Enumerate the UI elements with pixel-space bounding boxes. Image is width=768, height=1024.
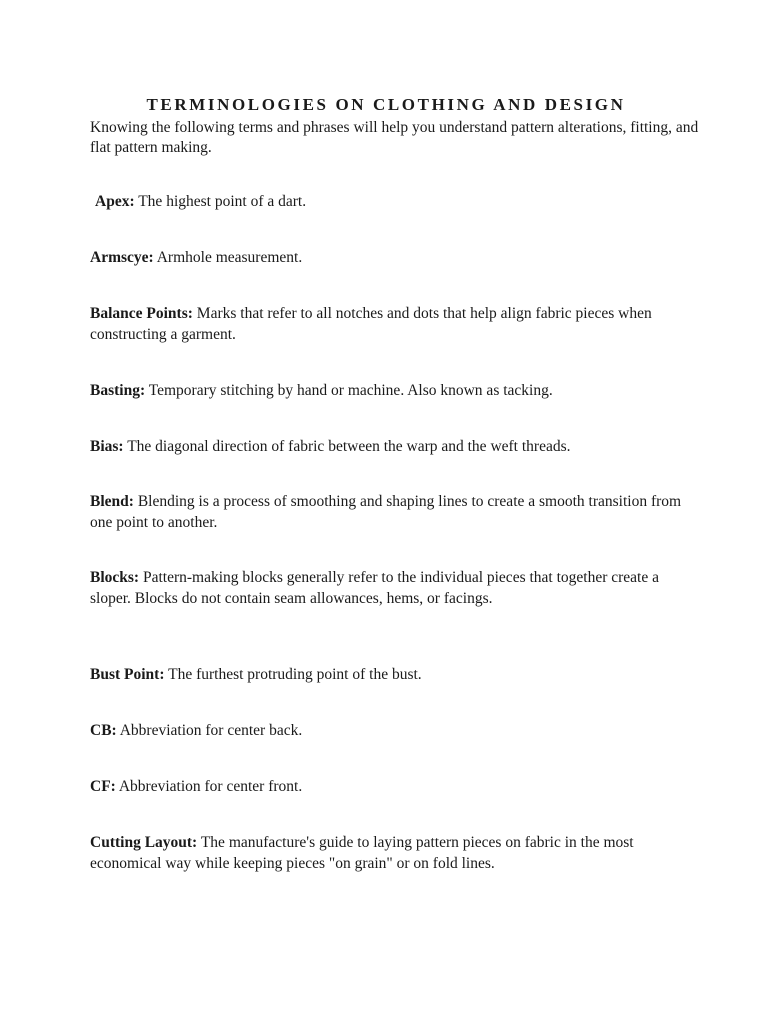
term-definition: The manufacture's guide to laying pattern pieces on fabric in the most economical way while keeping pieces "on grain" or on fold lines.	[90, 834, 634, 872]
term-entry-basting	[90, 381, 690, 402]
term-label: Blend:	[90, 493, 134, 510]
term-entry-cb	[90, 721, 690, 742]
term-label: Bust Point:	[90, 666, 165, 683]
term-definition: Blending is a process of smoothing and shaping lines to create a smooth transition from one point to another.	[90, 493, 682, 531]
term-label: Apex:	[95, 193, 135, 210]
term-label: Cutting Layout:	[90, 834, 198, 851]
term-entry-armscye	[90, 248, 690, 269]
term-entry-apex	[95, 192, 695, 213]
term-label: Bias:	[90, 438, 124, 455]
term-label: Basting:	[90, 382, 146, 399]
term-definition: The diagonal direction of fabric between the warp and the weft threads.	[127, 438, 571, 455]
intro-paragraph: Knowing the following terms and phrases will help you understand pattern alterations, fitting, and flat pattern making.	[90, 119, 699, 156]
term-entry-balance-points	[90, 304, 690, 345]
term-definition: Temporary stitching by hand or machine. Also known as tacking.	[148, 382, 553, 399]
term-definition: Abbreviation for center front.	[118, 778, 303, 795]
term-label: Balance Points:	[90, 305, 193, 322]
term-definition: The furthest protruding point of the bust.	[168, 666, 422, 683]
term-label: Armscye:	[90, 249, 154, 266]
term-label: CB:	[90, 722, 117, 739]
term-entry-cutting-layout	[90, 833, 690, 874]
term-definition: The highest point of a dart.	[138, 193, 307, 210]
term-entry-cf	[90, 777, 690, 798]
term-entry-bias	[90, 437, 690, 458]
term-definition: Pattern-making blocks generally refer to the individual pieces that together create a sloper. Blocks do not contain seam allowances, hems, or facings.	[90, 569, 659, 607]
term-label: CF:	[90, 778, 116, 795]
term-definition: Marks that refer to all notches and dots that help align fabric pieces when constructing a garment.	[90, 305, 652, 343]
page-title: TERMINOLOGIES ON CLOTHING AND DESIGN	[146, 95, 626, 114]
term-definition: Armhole measurement.	[156, 249, 303, 266]
term-entry-blend	[90, 492, 690, 533]
term-definition: Abbreviation for center back.	[119, 722, 303, 739]
term-label: Blocks:	[90, 569, 140, 586]
term-entry-blocks	[90, 568, 690, 609]
term-entry-bust-point	[90, 665, 690, 686]
